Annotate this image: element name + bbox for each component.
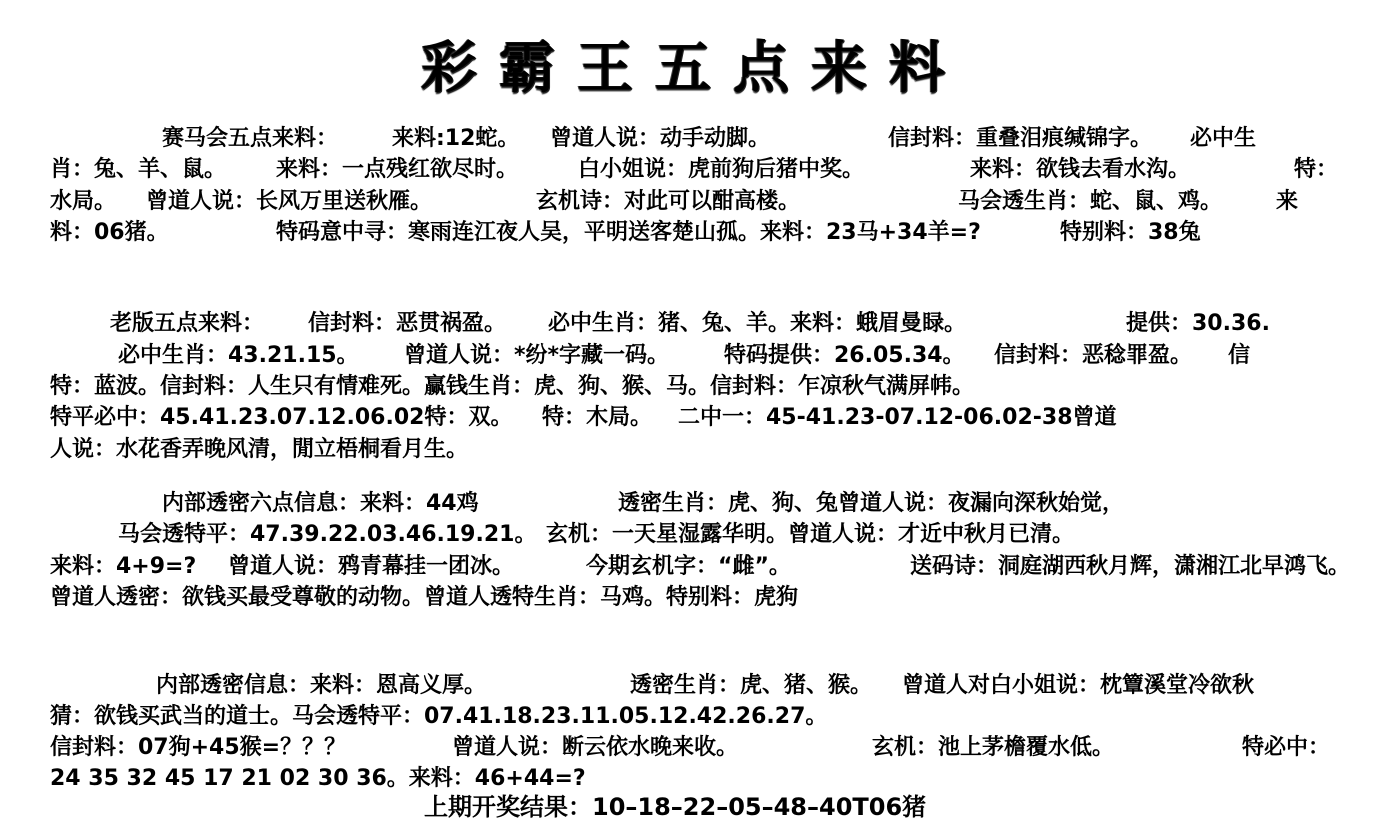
text-segment: 信封料：07狗+45猴=？？？ [50,735,347,760]
text-segment: 肖：兔、羊、鼠。 [50,157,227,182]
text-segment: 曾道人说：*纷*字藏一码。 [404,343,670,368]
text-segment: 24 35 32 45 17 21 02 30 36。来料：46+44=? [50,766,586,791]
text-segment: 信封料：恶贯祸盈。 [308,311,507,336]
text-segment: 特：木局。 [542,405,653,430]
section-3-line-2 [0,520,1388,550]
text-segment: 来料:12蛇。 [392,126,520,151]
text-segment: 猜：欲钱买武当的道士。马会透特平：07.41.18.23.11.05.12.42.26.27。 [50,704,828,729]
text-segment: 白小姐说：虎前狗后猪中奖。 [578,157,865,182]
text-segment: 必中生 [1190,126,1257,151]
text-segment: 曾道人对白小姐说：枕簟溪堂冷欲秋 [902,673,1255,698]
text-segment: 今期玄机字：“雌”。 [586,554,791,579]
text-segment: 曾道人说：动手动脚。 [550,126,771,151]
text-segment: 信封料：恶稔罪盈。 [994,343,1193,368]
section-4-line-4 [0,764,1388,794]
text-segment: 曾道人说：断云依水晚来收。 [452,735,739,760]
text-segment: 二中一：45-41.23-07.12-06.02-38曾道 [678,405,1117,430]
text-segment: 马会透特平：47.39.22.03.46.19.21。 [118,522,537,547]
section-3-line-4 [0,583,1388,613]
text-segment: 特：蓝波。信封料：人生只有情难死。赢钱生肖：虎、狗、猴、马。信封料：乍凉秋气满屏帏。 [50,374,975,399]
text-segment: 曾道人透密：欲钱买最受尊敬的动物。曾道人透特生肖：马鸡。特别料：虎狗 [50,585,799,610]
text-segment: 曾道人说：长风万里送秋雁。 [146,189,433,214]
text-segment: 特码意中寻：寒雨连江夜人吴，平明送客楚山孤。来料：23马+34羊=? [276,220,981,245]
text-segment: 马会透生肖：蛇、鼠、鸡。 [958,189,1223,214]
text-segment: 玄机：一天星湿露华明。曾道人说：才近中秋月已清。 [546,522,1075,547]
text-segment: 送码诗：洞庭湖西秋月辉，潇湘江北早鸿飞。 [910,554,1351,579]
text-segment: 赛马会五点来料： [162,126,339,151]
section-1-line-3 [0,187,1388,217]
text-segment: 信 [1228,343,1251,368]
text-segment: 特： [1294,157,1339,182]
text-segment: 玄机诗：对此可以酣高楼。 [536,189,801,214]
section-1-line-2 [0,155,1388,185]
text-segment: 料：06猪。 [50,220,169,245]
text-segment: 来料：4+9=? [50,554,197,579]
text-segment: 必中生肖：43.21.15。 [118,343,359,368]
section-2-line-5 [0,435,1388,465]
section-4-line-2 [0,702,1388,732]
text-segment: 老版五点来料： [110,311,265,336]
section-3-line-3 [0,552,1388,582]
section-2-line-2 [0,341,1388,371]
text-segment: 来料：欲钱去看水沟。 [970,157,1191,182]
text-segment: 玄机：池上茅檐覆水低。 [872,735,1115,760]
text-segment: 特平必中：45.41.23.07.12.06.02特：双。 [50,405,513,430]
section-2-line-3 [0,372,1388,402]
last-draw-result-text: 上期开奖结果：10–18–22–05–48–40T06猪 [424,793,927,821]
section-1-line-1 [0,124,1388,154]
text-segment: 水局。 [50,189,117,214]
section-2-line-1 [0,309,1388,339]
text-segment: 人说：水花香弄晚风清，閒立梧桐看月生。 [50,437,469,462]
section-4-line-3 [0,733,1388,763]
section-3-line-1 [0,489,1388,519]
text-segment: 特别料：38兔 [1060,220,1201,245]
section-1-line-4 [0,218,1388,248]
section-4-line-1 [0,671,1388,701]
text-segment: 透密生肖：虎、猪、猴。 [630,673,873,698]
text-segment: 透密生肖：虎、狗、兔曾道人说：夜漏向深秋始觉， [618,491,1125,516]
text-segment: 必中生肖：猪、兔、羊。来料：蛾眉曼睩。 [548,311,967,336]
text-segment: 特码提供：26.05.34。 [724,343,965,368]
text-segment: 来 [1276,189,1299,214]
page-title: 彩霸王五点来料 [421,35,967,101]
text-segment: 提供：30.36. [1126,311,1270,336]
text-segment: 信封料：重叠泪痕缄锦字。 [888,126,1153,151]
text-segment: 特必中： [1242,735,1331,760]
text-segment: 曾道人说：鸦青幕挂一团冰。 [228,554,515,579]
text-segment: 内部透密六点信息：来料：44鸡 [162,491,479,516]
text-segment: 内部透密信息：来料：恩高义厚。 [156,673,487,698]
text-segment: 来料：一点残红欲尽时。 [276,157,519,182]
section-2-line-4 [0,403,1388,433]
